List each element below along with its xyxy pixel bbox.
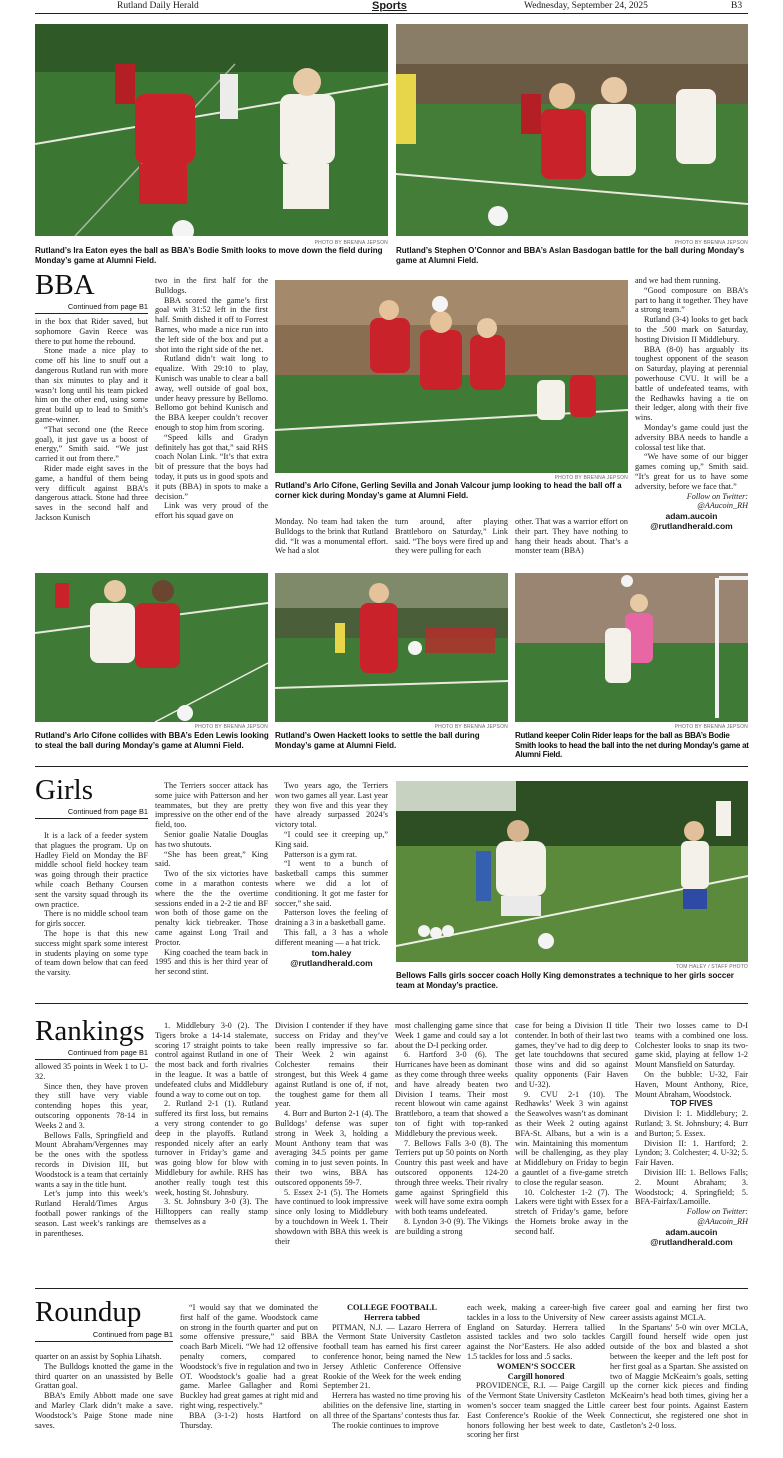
photo-colin-rider [515, 573, 748, 722]
girls-column-3 [275, 781, 388, 991]
photo-owen-hackett [275, 573, 508, 722]
photo-credit: TOM HALEY / STAFF PHOTO [675, 964, 748, 970]
paragraph: two in the first half for the Bulldogs. [155, 276, 268, 295]
kicker-rule [35, 313, 148, 314]
paragraph: 7. Bellows Falls 3-0 (8). The Terriers put up 50 points on North Country this past week and have outscored opponents 124-20 through three weeks. Their rivalry game against Springfield this week will have some extra oomph with both teams undefeated. [395, 1138, 508, 1217]
paragraph: “We have some of our bigger games coming up,” Smith said. “It’s great for us to have some adversity, before we face that.” [635, 452, 748, 491]
paragraph: Two of the six victories have come in a marathon contests where the the the overtime sessions ended in a 2-2 tie and BF won both of those game on the penalty kick tiebreaker. Those came against Long Trail and Proctor. [155, 869, 268, 947]
photo-stephen-oconnor [396, 24, 748, 236]
rankings-column-2 [155, 1021, 268, 1280]
paragraph: It is a lack of a feeder system that plagues the program. Up on Hadley Field on Monday the BF middle school field hockey team was going through their practice while coach Bethany Coursen sent the varsity squad through its own practice. [35, 831, 148, 909]
paragraph: Division III: 1. Bellows Falls; 2. Mount Abraham; 3. Woodstock; 4. Springfield; 5. BFA-Fairfax/Lamoille. [635, 1167, 748, 1207]
paragraph: in the box that Rider saved, but sophomore Gavin Reece was there to put home the rebound. [35, 317, 148, 346]
paragraph: 2. Rutland 2-1 (1). Rutland suffered its first loss, but remains a very strong contender to go deep in the playoffs. Rutland responded nicely after an early turnover in Friday’s game and was going blow for blow with Middlebury for awhile. RHS has another really tough test this week, hosting St. Johnsbury. [155, 1099, 268, 1197]
paragraph: PITMAN, N.J. — Lazaro Herrera of the Vermont State University Castleton football team has earned his first career conference honor, being named the New Jersey Athletic Conference Offensive Rookie of the Week for the week ending September 21. [323, 1322, 461, 1391]
paragraph: “She has been great,” King said. [155, 849, 268, 869]
paragraph: Monday. No team had taken the Bulldogs to the brink that Rutland did. “It was a monumental effort. We had a slot [275, 517, 388, 556]
paragraph: other. That was a warrior effort on their part. They have nothing to hang their heads about. That’s a monster team (BBA) [515, 517, 628, 556]
page-number: B3 [731, 1, 743, 11]
bba-column-6 [635, 276, 748, 566]
photo-caption: Rutland’s Stephen O’Connor and BBA’s Aslan Basdogan battle for the ball during Monday’s game at Alumni Field. [396, 246, 745, 265]
kicker-rule [35, 818, 148, 819]
paragraph: The Terriers soccer attack has some juice with Patterson and her teammates, but they are pretty impressive on the other end of the field, too. [155, 781, 268, 830]
paragraph: 6. Hartford 3-0 (6). The Hurricanes have been as dominant as they come through three weeks and have already beaten two Division I teams. Their most recent blowout win came against Brattleboro, a team that showed a ton of fight with top-ranked Middlebury the previous week. [395, 1050, 508, 1138]
paragraph: 10. Colchester 1-2 (7). The Lakers were tight with Essex for a stretch of Friday’s game, before the Hornets broke away in the second half. [515, 1187, 628, 1236]
paragraph: Stone made a nice play to come off his line to snuff out a dangerous Rutland run with more than six minutes to play and it wasn’t long until his team picked him on the other end, using some great build up to lead to Smith’s game-winner. [35, 346, 148, 424]
paragraph: “I went to a bunch of basketball camps this summer where we did a lot of conditioning. It got me faster for soccer,” she said. [275, 859, 388, 908]
roundup-column-5 [610, 1303, 748, 1454]
continued-label: Continued from page B1 [67, 807, 148, 816]
paragraph: 1. Middlebury 3-0 (2). The Tigers broke a 14-14 stalemate, scoring 17 straight points to take control against Rutland in one of the most back and forth rivalries in the league. It was a battle of undefeated clubs and Middlebury found a way to come out on top. [155, 1021, 268, 1099]
rankings-kicker: Rankings [35, 1015, 145, 1047]
photo-credit: PHOTO BY BRENNA JEPSON [434, 724, 508, 730]
paragraph: Rutland didn’t wait long to equalize. With 29:10 to play, Kunisch was unable to clear a ball away, well outside of goal box, under heavy pressure by Bellomo. Bellomo got behind Kunisch and the BBA keeper couldn’t recover enough to stop him from scoring. [155, 354, 268, 432]
bba-kicker: BBA [35, 269, 95, 301]
womens-soccer-heading: WOMEN’S SOCCER [496, 1361, 576, 1371]
paragraph: Rider made eight saves in the game, a handful of them being very difficult against BBA’s dangerous attack. Stone had three saves in the second half and Jackson Kunisch [35, 463, 148, 522]
girls-kicker: Girls [35, 774, 93, 806]
herrera-subheading: Herrera tabbed [364, 1312, 420, 1322]
paragraph: “That second one (the Reece goal), it just gave us a boost of energy,” Smith said. “We just carried it out from there.” [35, 424, 148, 464]
twitter-handle: Follow on Twitter: @AAucoin_RH [686, 491, 748, 511]
paragraph: Patterson loves the feeling of draining a 3 in a basketball game. [275, 908, 388, 928]
rankings-column-3 [275, 1021, 388, 1280]
rankings-column-4 [395, 1021, 508, 1280]
photo-caption: Rutland’s Arlo Cifone, Gerling Sevilla and Jonah Valcour jump looking to head the ball off a corner kick during Monday’s game at Alumni Field. [275, 481, 622, 500]
roundup-column-3 [323, 1303, 461, 1454]
photo-holly-king [396, 781, 748, 962]
paragraph: quarter on an assist by Sophia Lihatsh. [35, 1352, 162, 1361]
photo-credit: PHOTO BY BRENNA JEPSON [674, 724, 748, 730]
paragraph: Herrera has wasted no time proving his abilities on the defensive line, starting in all three of the Spartans’ contests thus far. [323, 1391, 461, 1420]
rankings-column-1 [35, 1062, 148, 1280]
byline-email-user: adam.aucoin [665, 1226, 718, 1237]
section-name: Sports [372, 0, 407, 12]
rankings-column-6 [635, 1021, 748, 1280]
byline-email-user: adam.aucoin [665, 511, 718, 522]
paragraph: The rookie continues to improve [332, 1420, 439, 1430]
kicker-rule [35, 1059, 148, 1060]
paragraph: Division I contender if they have success on Friday and they’ve been really impressive so far. Their Week 2 win against Colchester remains their strongest, but this Week 4 game against Rutland is one of, if not, the toughest game for them all year. [275, 1021, 388, 1109]
photo-credit: PHOTO BY BRENNA JEPSON [194, 724, 268, 730]
paragraph: Patterson is a gym rat. [284, 849, 357, 859]
paragraph: each week, making a career-high five tackles in a loss to the University of New England on Saturday. Herrera tallied assisted tackles and two solo tackles against the Nor’Easters. He also added 1.5 tackles for loss and .5 sacks. [467, 1303, 605, 1361]
byline-email-user: tom.haley [311, 947, 352, 958]
cargill-subheading: Cargill honored [507, 1371, 565, 1381]
paragraph: Monday’s game could just the adversity BBA needs to handle a colossal test like that. [635, 422, 748, 452]
photo-corner-kick [275, 280, 628, 473]
bba-column-3 [275, 517, 388, 567]
paragraph: Division I: 1. Middlebury; 2. Rutland; 3. St. Johnsbury; 4. Burr and Burton; 5. Essex. [635, 1109, 748, 1138]
paragraph: Two years ago, the Terriers won two games all year. Last year they won five and this year they have already surpassed 2024’s victory total. [275, 781, 388, 830]
paragraph: Since then, they have proven they still have very viable contending hopes this year, outscoring opponents 78-14 in Weeks 2 and 3. [35, 1081, 148, 1130]
roundup-column-1 [35, 1352, 173, 1454]
college-football-heading: COLLEGE FOOTBALL [346, 1303, 438, 1312]
paragraph: 9. CVU 2-1 (10). The Redhawks’ Week 3 win against the Seawolves wasn’t as dominant as their Week 2 outing against BFA-St. Albans, but a win is a win. Maintaining this momentum will be challenging, as they play at Middlebury on Friday to begin a gauntlet of a five-game stretch to close the regular season. [515, 1089, 628, 1187]
paragraph: BBA (8-0) has arguably its toughest opponent of the season on Saturday, playing at perennial powerhouse CVU. It will be a battle of undefeated teams, with the Redhawks having a tie on their ledger, along with their five wins. [635, 344, 748, 423]
twitter-handle: Follow on Twitter: @AAucoin_RH [686, 1207, 748, 1226]
paragraph: On the bubble: U-32, Fair Haven, Mount Anthony, Rice, Mount Abraham, Woodstock. [635, 1069, 748, 1099]
paragraph: The hope is that this new success might spark some interest in students playing on some type of team down below that can feed the varsity. [35, 928, 148, 978]
paragraph: most challenging game since that Week 1 game and could say a lot about the D-I pecking order. [395, 1021, 508, 1050]
paragraph: 5. Essex 2-1 (5). The Hornets have continued to look impressive since only losing to Middlebury by a touchdown in Week 1. Their showdown with BBA this week is their [275, 1187, 388, 1246]
paper-name: Rutland Daily Herald [117, 1, 199, 11]
roundup-kicker: Roundup [35, 1296, 142, 1328]
byline-email-domain: @rutlandherald.com [650, 1236, 733, 1247]
continued-label: Continued from page B1 [67, 1048, 148, 1057]
paragraph: Link was very proud of the effort his squad gave on [155, 501, 268, 521]
girls-column-2 [155, 781, 268, 991]
girls-column-1 [35, 831, 148, 991]
rankings-column-5 [515, 1021, 628, 1280]
roundup-column-4 [467, 1303, 605, 1454]
paragraph: turn around, after playing Brattleboro on Saturday,” Link said. “The boys were fired up and they were pulling for each [395, 517, 508, 556]
photo-caption: Rutland’s Owen Hackett looks to settle the ball during Monday’s game at Alumni Field. [275, 731, 480, 750]
paragraph: Bellows Falls, Springfield and Mount Abraham/Vergennes may be the ones with the spotless records in Division III, but Woodstock is a team that certainly wants a say in the title hunt. [35, 1130, 148, 1189]
photo-caption: Rutland’s Arlo Cifone collides with BBA’s Eden Lewis looking to steal the ball during Monday’s game at Alumni Field. [35, 731, 269, 750]
photo-caption: Rutland’s Ira Eaton eyes the ball as BBA’s Bodie Smith looks to move down the field during Monday’s game at Alumni Field. [35, 246, 383, 265]
byline-email-domain: @rutlandherald.com [650, 521, 733, 532]
section-rule [35, 766, 748, 767]
paragraph: In the Spartans’ 5-0 win over MCLA, Cargill found herself wide open just outside of the box and blasted a shot between the keeper and the left post for her first goal as a Spartan. She assisted on two of Maggie McKeairn’s goals, setting up the corner kick pieces and finding McKeairn’s head both times, giving her a career best four points. Against Eastern Connecticut, she registered one shot in Castleton’s 2-0 loss. [610, 1322, 748, 1430]
photo-credit: PHOTO BY BRENNA JEPSON [674, 240, 748, 246]
continued-label: Continued from page B1 [67, 302, 148, 311]
photo-arlo-cifone [35, 573, 268, 722]
paragraph: and we had them running. [635, 276, 721, 285]
bba-column-1 [35, 317, 148, 567]
paragraph: Division II: 1. Hartford; 2. Lyndon; 3. Colchester; 4. U-32; 5. Fair Haven. [635, 1138, 748, 1168]
paragraph: The Bulldogs knotted the game in the third quarter on an unassisted by Belle Grattan goal. [35, 1361, 173, 1391]
paragraph: BBA scored the game’s first goal with 31:52 left in the first half. Smith dished it off to Forrest Barnes, who made a nice run into the left side of the box and put a shot into the right side of the net. [155, 295, 268, 354]
photo-caption: Bellows Falls girls soccer coach Holly King demonstrates a technique to her girls soccer team at Monday’s practice. [396, 971, 734, 990]
byline-email-domain: @rutlandherald.com [290, 957, 373, 968]
top-fives-heading: TOP FIVES [670, 1099, 713, 1109]
paragraph: Rutland (3-4) looks to get back to the .500 mark on Saturday, hosting Division II Middlebury. [635, 315, 748, 344]
paragraph: Let’s jump into this week’s Rutland Herald/Times Argus football power rankings of the season. Last week’s rankings are in parentheses. [35, 1189, 148, 1238]
paragraph: 8. Lyndon 3-0 (9). The Vikings are building a strong [395, 1216, 508, 1236]
bba-column-4 [395, 517, 508, 567]
photo-credit: PHOTO BY BRENNA JEPSON [554, 475, 628, 481]
photo-ira-eaton [35, 24, 388, 236]
photo-caption: Rutland keeper Colin Rider leaps for the ball as BBA’s Bodie Smith looks to head the ball into the net during Monday’s game at Alumni Field. [515, 731, 749, 760]
paragraph: BBA (3-1-2) hosts Hartford on Thursday. [180, 1410, 318, 1430]
paragraph: allowed 35 points in Week 1 to U-32. [35, 1062, 148, 1081]
paragraph: “I would say that we dominated the first half of the game. Woodstock came on strong in the fourth quarter and put on some offensive pressure,” said BBA coach Barb Miceli. “We had 12 offensive penalty corners, compared to Woodstock’s five in regulation and two in OT. Woodstock’s goalie had a great game. Marlee Gallagher and Romi Buckley had great games at right mid and right wing, respectively.” [180, 1303, 318, 1410]
paragraph: BBA’s Emily Abbott made one save and Marley Clark didn’t make a save. Woodstock’s Paige Stone made nine saves. [35, 1391, 173, 1430]
continued-label: Continued from page B1 [92, 1330, 173, 1339]
roundup-column-2 [180, 1303, 318, 1454]
paragraph: career goal and earning her first two career assists against MCLA. [610, 1303, 748, 1322]
issue-date: Wednesday, September 24, 2025 [524, 1, 648, 11]
photo-credit: PHOTO BY BRENNA JEPSON [314, 240, 388, 246]
paragraph: case for being a Division II title contender. In both of their last two games, they’ve had to dig deep to get late touchdowns that secured those wins and did so against quality opponents (Fair Haven and U-32). [515, 1021, 628, 1089]
kicker-rule [35, 1341, 173, 1342]
paragraph: 4. Burr and Burton 2-1 (4). The Bulldogs’ defense was super strong in Week 3, holding a Mount Anthony team that was averaging 34.5 points per game coming in to just seven points. In their two wins, BBA has outscored opponents 59-7. [275, 1109, 388, 1187]
paragraph: There is no middle school team for girls soccer. [35, 909, 148, 929]
section-rule [35, 1288, 748, 1289]
bba-column-5 [515, 517, 628, 567]
paragraph: PROVIDENCE, R.I. — Paige Cargill of the Vermont State University Castleton women’s soccer team snagged the Little East Conference’s Rookie of the Week honors following her best week to date, scoring her first [467, 1381, 605, 1440]
paragraph: 3. St. Johnsbury 3-0 (3). The Hilltoppers can really stamp themselves as a [155, 1197, 268, 1226]
paragraph: “I could see it creeping up,” King said. [275, 829, 388, 849]
paragraph: “Speed kills and Gradyn definitely has got that,” said RHS coach Nolan Link. “It’s that extra bit of pressure that the boys had today, it puts us in good spots and it puts (BBA) in spots to make a decision.” [155, 432, 268, 501]
bba-column-2 [155, 276, 268, 566]
section-rule [35, 1003, 748, 1004]
paragraph: Their two losses came to D-I teams with a combined one loss. Colchester looks to snap its two-game skid, playing at fellow 1-2 Mount Mansfield on Saturday. [635, 1021, 748, 1070]
paragraph: Senior goalie Natalie Douglas has two shutouts. [155, 829, 268, 849]
paragraph: This fall, a 3 has a whole different meaning — a hat trick. [275, 927, 388, 947]
header-rule [35, 13, 748, 14]
paragraph: King coached the team back in 1995 and this is her third year of her second stint. [155, 947, 268, 977]
paragraph: “Good composure on BBA’s part to hang it together. They have a strong team.” [635, 285, 748, 315]
